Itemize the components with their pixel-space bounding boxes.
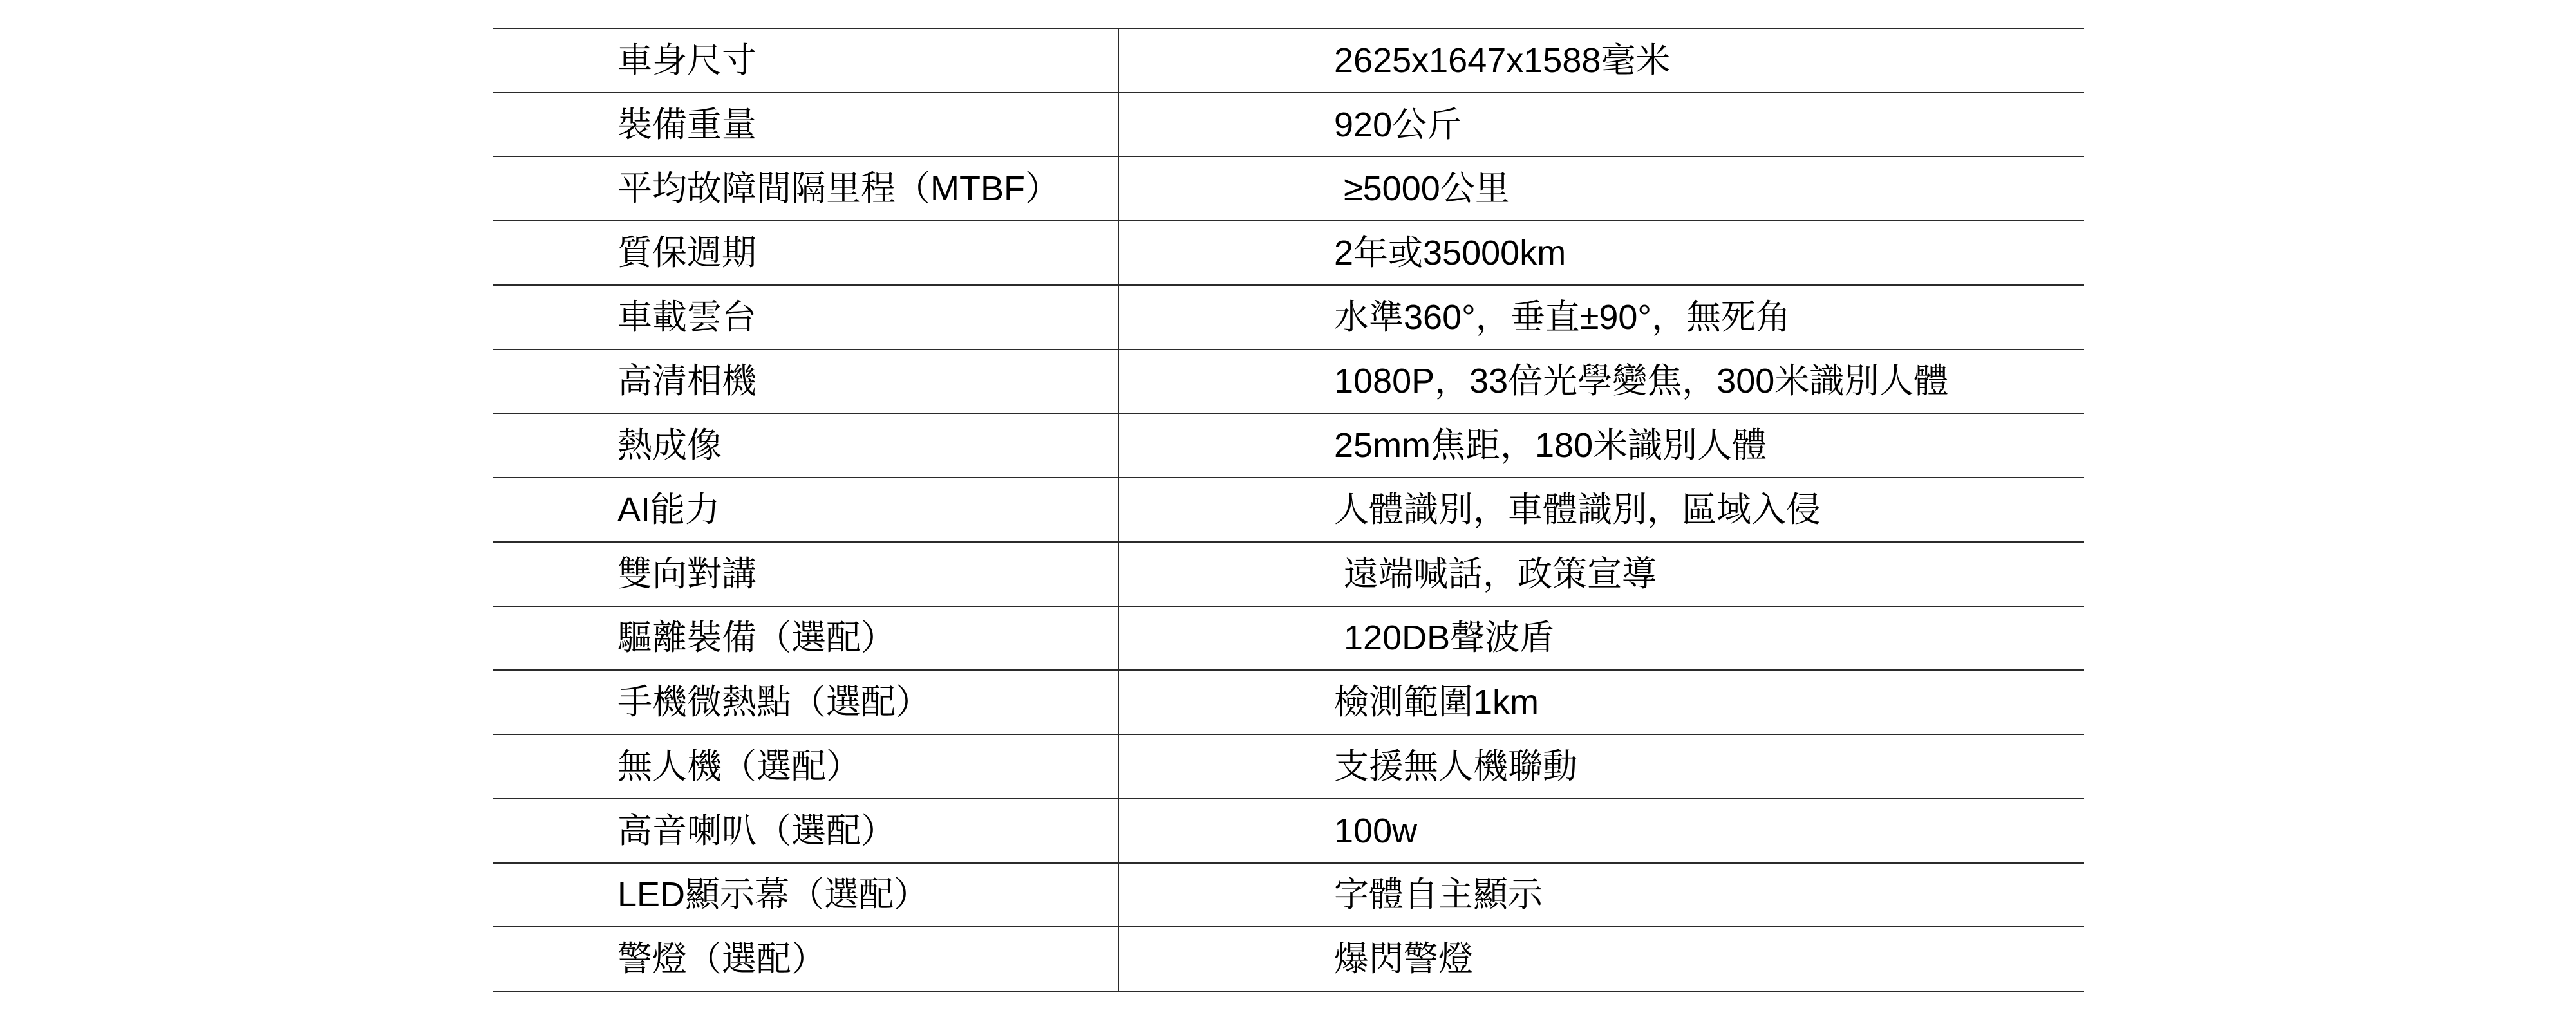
- spec-value: 2年或35000km: [1334, 234, 1566, 273]
- spec-label: 車身尺寸: [493, 29, 1119, 92]
- spec-label: 熱成像: [493, 414, 1119, 477]
- spec-value: 2625x1647x1588毫米: [1334, 41, 1671, 80]
- spec-label: 警燈（選配）: [493, 927, 1119, 991]
- spec-label: 高清相機: [493, 350, 1119, 413]
- spec-label: 手機微熱點（選配）: [493, 671, 1119, 734]
- spec-value: ≥5000公里: [1334, 169, 1510, 209]
- table-row: [493, 862, 2084, 927]
- spec-label: LED顯示幕（選配）: [493, 864, 1119, 927]
- spec-label: 裝備重量: [493, 93, 1119, 156]
- spec-value: 遠端喊話，政策宣導: [1334, 554, 1657, 593]
- table-row: [493, 92, 2084, 156]
- table-row: [493, 284, 2084, 349]
- spec-value: 1080P，33倍光學變焦，300米識別人體: [1334, 362, 1949, 401]
- table-row: [493, 798, 2084, 862]
- spec-label: 驅離裝備（選配）: [493, 607, 1119, 670]
- spec-value: 支援無人機聯動: [1334, 747, 1577, 786]
- spec-value: 檢測範圍1km: [1334, 683, 1539, 722]
- spec-value: 字體自主顯示: [1334, 875, 1543, 915]
- spec-label: 質保週期: [493, 221, 1119, 284]
- spec-label: 雙向對講: [493, 543, 1119, 606]
- table-row: [493, 156, 2084, 220]
- spec-value: 爆閃警燈: [1334, 940, 1473, 979]
- table-row: [493, 477, 2084, 541]
- spec-value: 人體識別，車體識別，區域入侵: [1334, 490, 1821, 529]
- table-row: [493, 926, 2084, 991]
- table-row: [493, 734, 2084, 798]
- table-row: [493, 541, 2084, 606]
- spec-value: 120DB聲波盾: [1334, 619, 1555, 658]
- spec-value: 100w: [1334, 811, 1418, 850]
- spec-value: 920公斤: [1334, 105, 1462, 144]
- spec-label: 高音喇叭（選配）: [493, 799, 1119, 862]
- table-row: [493, 349, 2084, 413]
- spec-table: [493, 28, 2084, 992]
- table-row: [493, 29, 2084, 92]
- spec-label: 平均故障間隔里程（MTBF）: [493, 157, 1119, 220]
- table-row: [493, 413, 2084, 477]
- spec-value: 水準360°，垂直±90°，無死角: [1334, 297, 1791, 337]
- spec-label: 車載雲台: [493, 286, 1119, 349]
- spec-label: 無人機（選配）: [493, 735, 1119, 798]
- table-row: [493, 220, 2084, 284]
- table-row: [493, 669, 2084, 734]
- spec-label: AI能力: [493, 478, 1119, 541]
- table-row: [493, 606, 2084, 670]
- spec-value: 25mm焦距，180米識別人體: [1334, 426, 1767, 465]
